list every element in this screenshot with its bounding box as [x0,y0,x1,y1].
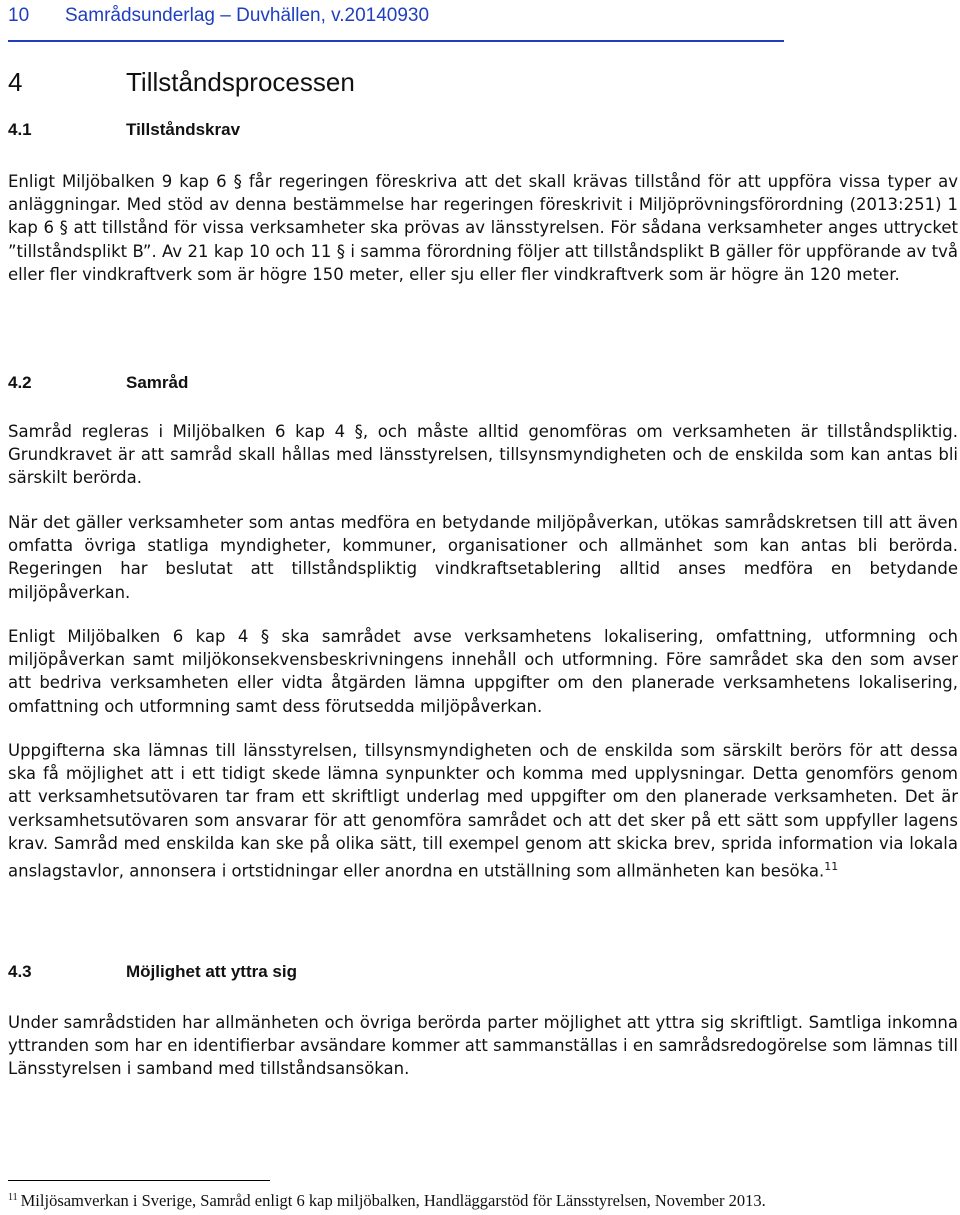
paragraph [8,739,958,883]
section-heading-4-3 [8,962,297,982]
footnote [8,1191,766,1211]
section-heading-4-1 [8,120,240,140]
paragraph: Under samrådstiden har allmänheten och övriga berörda parter möjlighet att yttra sig skriftligt. Samtliga inkomna yttranden som har en identifierbar avsändare kommer att sammanställas i en samrådsredogörelse som lämnas till Länsstyrelsen i samband med tillståndsansökan. [8,1013,958,1079]
chapter-heading [8,67,355,98]
section-title: Möjlighet att yttra sig [126,962,297,981]
footnote-divider [8,1180,270,1181]
paragraph-text: Uppgifterna ska lämnas till länsstyrelsen, tillsynsmyndigheten och de enskilda som särskilt berörs för att dessa ska få möjlighet att i ett tidigt skede lämna synpunkter och komma med upplysningar. Detta genomförs genom att verksamhetsutövaren tar fram ett skriftligt underlag med uppgifter om den planerade verksamheten. Det är verksamhetsutövaren som ansvarar för att genomföra samrådet och att det sker på ett sätt som uppfyller lagens krav. Samråd med enskilda kan ske på olika sätt, till exempel genom att skicka brev, sprida information via lokala anslagstavlor, annonsera i ortstidningar eller anordna en utställning som allmänheten kan besöka. [8,741,958,881]
footnote-number: 11 [8,1192,18,1203]
paragraph: När det gäller verksamheter som antas medföra en betydande miljöpåverkan, utökas samrådskretsen till att även omfatta övriga statliga myndigheter, kommuner, organisationer och allmänhet som kan antas bli berörda. Regeringen har beslutat att tillståndspliktig vindkraftsetablering alltid anses medföra en betydande miljöpåverkan. [8,513,958,602]
chapter-title: Tillståndsprocessen [126,67,355,97]
page-number: 10 [8,5,30,26]
section-number: 4.3 [8,962,32,981]
footnote-reference: 11 [824,860,839,874]
paragraph: Enligt Miljöbalken 6 kap 4 § ska samrådet avse verksamhetens lokalisering, omfattning, utformning och miljöpåverkan samt miljökonsekvensbeskrivningens innehåll och utformning. Före samrådet ska den som avser att bedriva verksamheten eller vidta åtgärden lämna uppgifter om den planerade verksamhetens lokalisering, omfattning och utformning samt dess förutsedda miljöpåverkan. [8,627,958,716]
paragraph: Samråd regleras i Miljöbalken 6 kap 4 §, och måste alltid genomföras om verksamheten är tillståndspliktig. Grundkravet är att samråd skall hållas med länsstyrelsen, tillsynsmyndigheten och de enskilda som kan antas bli särskilt berörda. [8,422,958,488]
footnote-text: Miljösamverkan i Sverige, Samråd enligt 6 kap miljöbalken, Handläggarstöd för Länsstyrelsen, November 2013. [20,1191,766,1210]
section-number: 4.1 [8,120,32,139]
page-header [8,5,429,27]
header-divider [8,40,784,42]
section-title: Tillståndskrav [126,120,241,139]
chapter-number: 4 [8,67,23,97]
paragraph: Enligt Miljöbalken 9 kap 6 § får regeringen föreskriva att det skall krävas tillstånd för att uppföra vissa typer av anläggningar. Med stöd av denna bestämmelse har regeringen föreskrivit i Miljöprövningsförordning (2013:251) 1 kap 6 § att tillstånd för vissa verksamheter ska prövas av länsstyrelsen. För sådana verksamheter anges uttrycket ”tillståndsplikt B”. Av 21 kap 10 och 11 § i samma förordning följer att tillståndsplikt B gäller för uppförande av två eller fler vindkraftverk som är högre 150 meter, eller sju eller fler vindkraftverk som är högre än 120 meter. [8,172,958,284]
document-title: Samrådsunderlag – Duvhällen, v.20140930 [65,5,430,26]
section-number: 4.2 [8,373,32,392]
section-title: Samråd [126,373,189,392]
section-heading-4-2 [8,373,188,393]
